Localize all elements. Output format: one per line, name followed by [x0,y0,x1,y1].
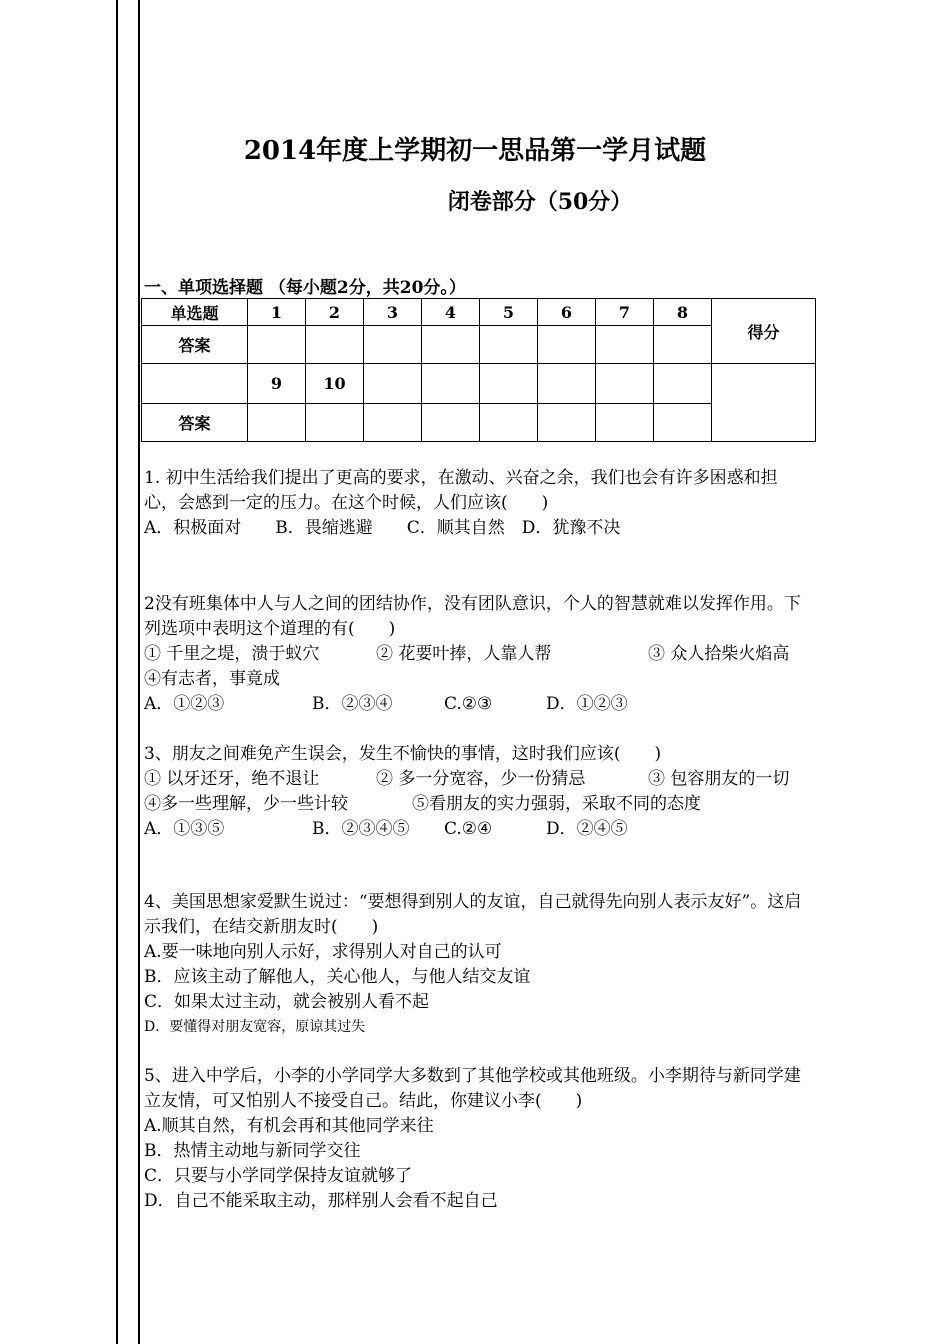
question-3-choice-3: ③ 包容朋友的一切 [648,769,790,789]
question-5-option-a: A.顺其自然，有机会再和其他同学来往 [144,1116,434,1136]
question-4-option-c: C．如果太过主动，就会被别人看不起 [144,992,430,1012]
question-number-cell: 1 [248,299,306,326]
page-subtitle: 闭卷部分（50分） [447,189,633,215]
empty-cell [364,364,422,404]
question-5-option-b: B．热情主动地与新同学交往 [144,1141,361,1161]
empty-cell [654,364,712,404]
question-2-option-d: D．①②③ [546,694,628,714]
question-4-option-b: B．应该主动了解他人，关心他人，与他人结交友谊 [144,967,531,987]
answer-cell[interactable] [480,326,538,364]
question-2-options [144,692,810,717]
question-1-stem: 1. 初中生活给我们提出了更高的要求，在激动、兴奋之余，我们也会有许多困惑和担心，会感到一定的压力。在这个时候，人们应该( ) [144,468,778,513]
answer-cell [422,404,480,442]
question-2-choice-2: ② 花要叶捧，人靠人帮 [376,644,552,664]
question-3-choice-4: ④多一些理解，少一些计较 [144,794,348,814]
question-4 [144,890,810,1040]
answer-cell[interactable] [538,326,596,364]
answer-cell[interactable] [422,326,480,364]
question-2-option-b: B．②③④ [312,694,393,714]
question-4-option-a: A.要一味地向别人示好，求得别人对自己的认可 [144,942,502,962]
answer-cell [364,404,422,442]
question-number-cell: 6 [538,299,596,326]
question-5-option-c: C．只要与小学同学保持友谊就够了 [144,1166,413,1186]
answer-cell [538,404,596,442]
score-cell[interactable] [712,364,816,442]
answer-cell [480,404,538,442]
question-3-choice-5: ⑤看朋友的实力强弱，采取不同的态度 [412,794,701,814]
question-2-option-c: C.②③ [444,694,493,714]
question-3-option-d: D．②④⑤ [546,819,628,839]
question-3-choice-1: ① 以牙还牙，绝不退让 [144,769,320,789]
question-2-stem: 2没有班集体中人与人之间的团结协作，没有团队意识，个人的智慧就难以发挥作用。下列选项中表明这个道理的有( ) [144,594,801,639]
empty-cell [422,364,480,404]
question-3-option-a: A．①③⑤ [144,819,225,839]
question-3-option-c: C.②④ [444,819,493,839]
question-2 [144,592,810,717]
answer-table [141,298,816,442]
answer-cell[interactable] [306,404,364,442]
question-3-choices-row-2 [144,792,810,817]
question-number-cell: 3 [364,299,422,326]
question-3-choices-row [144,767,810,792]
answer-cell[interactable] [364,326,422,364]
question-3-option-b: B．②③④⑤ [312,819,410,839]
question-2-choice-4: ④有志者，事竟成 [144,669,280,689]
answer-cell[interactable] [596,326,654,364]
question-number-cell: 7 [596,299,654,326]
question-2-choices-row [144,642,810,667]
answer-cell[interactable] [248,326,306,364]
question-3-stem: 3、朋友之间难免产生误会，发生不愉快的事情，这时我们应该( ) [144,744,662,764]
question-2-option-a: A．①②③ [144,694,225,714]
question-1 [144,466,810,541]
question-1-options: A．积极面对 B．畏缩逃避 C．顺其自然 D．犹豫不决 [144,518,621,538]
question-4-option-d: D．要懂得对朋友宽容，原谅其过失 [144,1019,366,1035]
question-number-cell: 8 [654,299,712,326]
question-number-cell: 4 [422,299,480,326]
answer-cell [596,404,654,442]
question-5-option-d: D．自己不能采取主动，那样别人会看不起自己 [144,1191,498,1211]
question-3 [144,742,810,842]
empty-cell [596,364,654,404]
page-title: 2014年度上学期初一思品第一学月试题 [243,136,707,166]
question-number-cell: 10 [306,364,364,404]
empty-label-cell [142,364,248,404]
empty-cell [480,364,538,404]
empty-cell [538,364,596,404]
question-2-choice-1: ① 千里之堤，溃于蚁穴 [144,644,320,664]
question-number-cell: 9 [248,364,306,404]
question-3-options [144,817,810,842]
section-1-heading: 一、单项选择题 （每小题2分，共20分。） [144,278,466,298]
question-5 [144,1064,810,1214]
row-label-answer: 答案 [142,404,248,442]
row-label-answer: 答案 [142,326,248,364]
answer-cell[interactable] [306,326,364,364]
question-4-stem: 4、美国思想家爱默生说过：“要想得到别人的友谊，自己就得先向别人表示友好”。这启示我们，在结交新朋友时( ) [144,892,802,937]
answer-cell[interactable] [248,404,306,442]
question-number-cell: 2 [306,299,364,326]
binding-margin-strip [116,0,140,1344]
answer-cell [654,404,712,442]
score-label-cell: 得分 [712,299,816,364]
question-5-stem: 5、进入中学后，小李的小学同学大多数到了其他学校或其他班级。小李期待与新同学建立友情，可又怕别人不接受自己。结此，你建议小李( ) [144,1066,801,1111]
answer-cell[interactable] [654,326,712,364]
question-3-choice-2: ② 多一分宽容，少一份猜忌 [376,769,586,789]
question-2-choice-3: ③ 众人拾柴火焰高 [648,644,790,664]
row-label-single-choice: 单选题 [142,299,248,326]
question-number-cell: 5 [480,299,538,326]
